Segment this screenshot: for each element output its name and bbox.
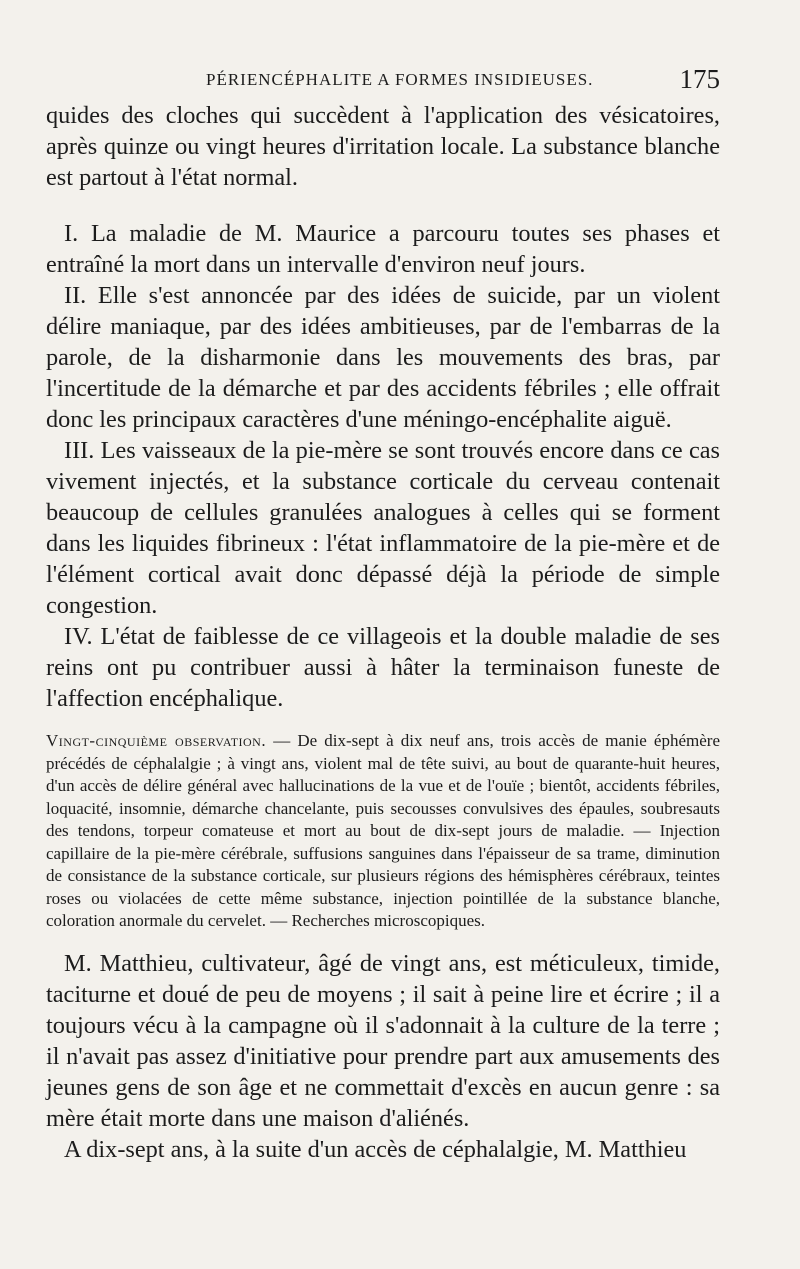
page-number: 175 xyxy=(679,64,720,94)
paragraph-point-1: I. La maladie de M. Maurice a parcouru toutes ses phases et entraîné la mort dans un intervalle d'environ neuf jours. xyxy=(46,220,720,278)
paragraph-case-intro: M. Matthieu, cultivateur, âgé de vingt ans, est méticuleux, timide, taciturne et doué de peu de moyens ; il sait à peine lire et écrire ; il a toujours vécu à la campagne où il s'adonnait à la culture de la terre ; il n'avait pas assez d'initiative pour prendre part aux amusements des jeunes gens de son âge et ne commettait d'excès en aucun genre : sa mère était morte dans une maison d'aliénés. xyxy=(46,949,720,1132)
paragraph-point-3: III. Les vaisseaux de la pie-mère se sont trouvés encore dans ce cas vivement injectés, et la substance corticale du cerveau contenait beaucoup de cellules granulées analogues à celles qui se forment dans les liquides fibrineux : l'état inflammatoire de la pie-mère et de l'élément cortical avait donc dépassé déjà la période de simple congestion. xyxy=(46,437,720,619)
observation-text: — De dix-sept à dix neuf ans, trois accès de manie éphémère précédés de céphalalgie ; à vingt ans, violent mal de tête suivi, au bout de quarante-huit heures, d'un accès de délire général avec hallucinations de la vue et de l'ouïe ; bientôt, accidents fébriles, loquacité, insomnie, démarche chancelante, puis secousses convulsives des épaules, soubresauts des tendons, torpeur comateuse et mort au bout de dix-sept jours de maladie. — Injection capillaire de la pie-mère cérébrale, suffusions sanguines dans l'épaisseur de sa trame, diminution de consistance de la substance corticale, sur plusieurs régions des hémisphères cérébraux, teintes roses ou violacées de cette même substance, injection pointillée de la substance blanche, coloration anormale du cervelet. — Recherches microscopiques. xyxy=(46,731,720,930)
page-header xyxy=(46,64,720,98)
observation-label: Vingt-cinquième observation. xyxy=(46,731,267,750)
body-text xyxy=(46,100,720,1165)
paragraph-case-continued: A dix-sept ans, à la suite d'un accès de céphalalgie, M. Matthieu xyxy=(64,1135,687,1163)
observation-summary xyxy=(46,730,720,933)
running-title: PÉRIENCÉPHALITE A FORMES INSIDIEUSES. xyxy=(206,70,594,89)
paragraph-point-2: II. Elle s'est annoncée par des idées de suicide, par un violent délire maniaque, par des idées ambitieuses, par de l'embarras de la parole, de la disharmonie dans les mouvements des bras, par l'incertitude de la démarche et par des accidents fébriles ; elle offrait donc les principaux caractères d'une méningo-encéphalite aiguë. xyxy=(46,282,720,433)
paragraph-point-4: IV. L'état de faiblesse de ce villageois et la double maladie de ses reins ont pu contribuer aussi à hâter la terminaison funeste de l'affection encéphalique. xyxy=(46,623,720,712)
paragraph-continuation: quides des cloches qui succèdent à l'application des vésicatoires, après quinze ou vingt heures d'irritation locale. La substance blanche est partout à l'état normal. xyxy=(46,102,720,191)
